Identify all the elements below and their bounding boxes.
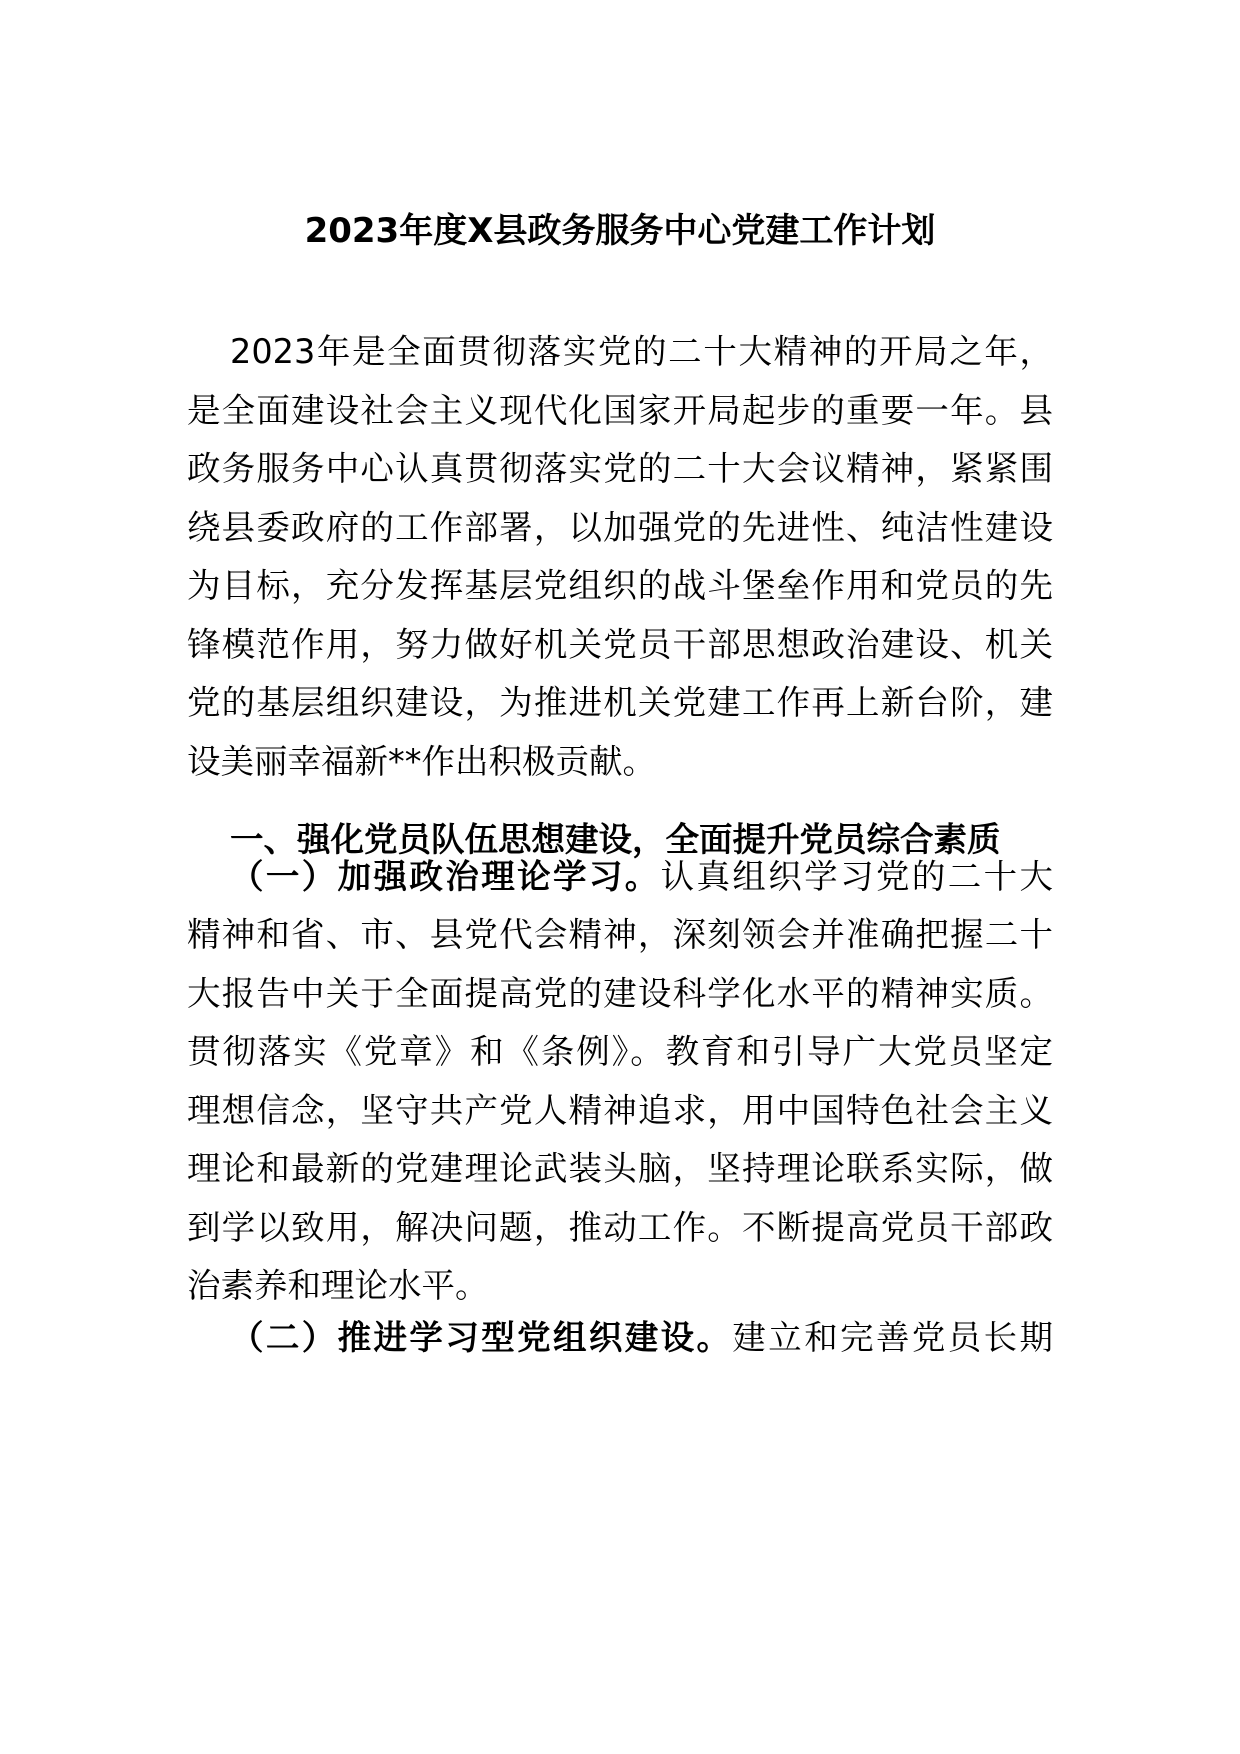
intro-line: 党的基层组织建设，为推进机关党建工作再上新台阶，建 (187, 683, 1053, 722)
intro-line: 为目标，充分发挥基层党组织的战斗堡垒作用和党员的先 (187, 566, 1053, 605)
subsection-2-text: 建立和完善党员长期 (732, 1318, 1054, 1357)
intro-line: 2023年是全面贯彻落实党的二十大精神的开局之年， (230, 332, 1053, 371)
document-title: 2023年度X县政务服务中心党建工作计划 (304, 211, 936, 251)
sub1-line: 大报告中关于全面提高党的建设科学化水平的精神实质。 (187, 973, 1053, 1013)
sub1-line: 贯彻落实《党章》和《条例》。教育和引导广大党员坚定 (187, 1032, 1053, 1071)
sub1-line: 理论和最新的党建理论武装头脑，坚持理论联系实际，做 (187, 1149, 1053, 1188)
sub1-line: 到学以致用，解决问题，推动工作。不断提高党员干部政 (187, 1207, 1053, 1247)
intro-line: 绕县委政府的工作部署，以加强党的先进性、纯洁性建设 (187, 507, 1053, 547)
subsection-2-first-line (230, 1313, 1053, 1363)
subsection-1-first-line (230, 852, 1053, 902)
subsection-1-heading: （一）加强政治理论学习。 (230, 857, 661, 896)
sub1-line: 治素养和理论水平。 (187, 1266, 489, 1305)
subsection-1-text: 认真组织学习党的二十大 (660, 857, 1054, 896)
intro-line: 锋模范作用，努力做好机关党员干部思想政治建设、机关 (187, 624, 1053, 664)
section-heading-1: 一、强化党员队伍思想建设，全面提升党员综合素质 (230, 820, 1001, 859)
sub1-line: 理想信念，坚守共产党人精神追求，用中国特色社会主义 (187, 1090, 1053, 1130)
intro-line: 设美丽幸福新**作出积极贡献。 (187, 741, 656, 781)
sub1-line: 精神和省、市、县党代会精神，深刻领会并准确把握二十 (187, 915, 1053, 954)
intro-line: 是全面建设社会主义现代化国家开局起步的重要一年。县 (187, 390, 1053, 430)
subsection-2-heading: （二）推进学习型党组织建设。 (230, 1318, 733, 1357)
intro-line: 政务服务中心认真贯彻落实党的二十大会议精神，紧紧围 (187, 449, 1053, 488)
